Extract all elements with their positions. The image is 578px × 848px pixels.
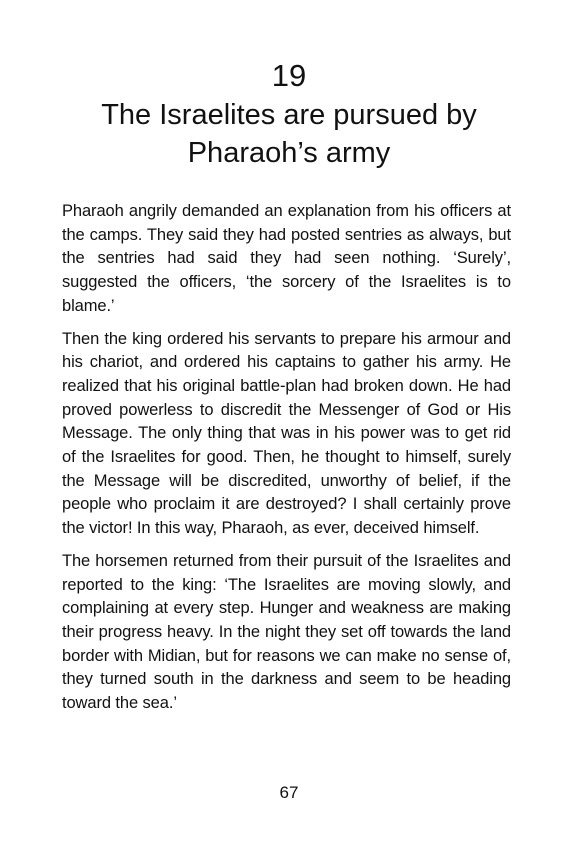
- chapter-title: The Israelites are pursued by Pharaoh’s army: [101, 99, 477, 169]
- page-number: 67: [279, 783, 299, 802]
- chapter-number: 19: [271, 58, 307, 93]
- paragraph: Pharaoh angrily demanded an explanation from his officers at the camps. They said they had posted sentries as always, but the sentries had said they had seen nothing. ‘Surely’, suggested the officers, ‘the sorcery of the Israelites is to blame.’: [62, 202, 511, 315]
- chapter-body: [62, 200, 511, 725]
- paragraph: The horsemen returned from their pursuit of the Israelites and reported to the king: ‘The Israelites are moving slowly, and complaining at every step. Hunger and weakness are making their progress heavy. In the night they set off towards the land border with Midian, but for reasons we can make no sense of, they turned south in the darkness and seem to be heading toward the sea.’: [62, 551, 511, 713]
- paragraph: Then the king ordered his servants to prepare his armour and his chariot, and ordered his captains to gather his army. He realized that his original battle-plan had broken down. He had proved powerless to discredit the Messenger of God or His Message. The only thing that was in his power was to get rid of the Israelites for good. Then, he thought to himself, surely the Message will be discredited, unworthy of belief, if the people who proclaim it are destroyed? I shall certainly prove the victor! In this way, Pharaoh, as ever, deceived himself.: [62, 329, 511, 538]
